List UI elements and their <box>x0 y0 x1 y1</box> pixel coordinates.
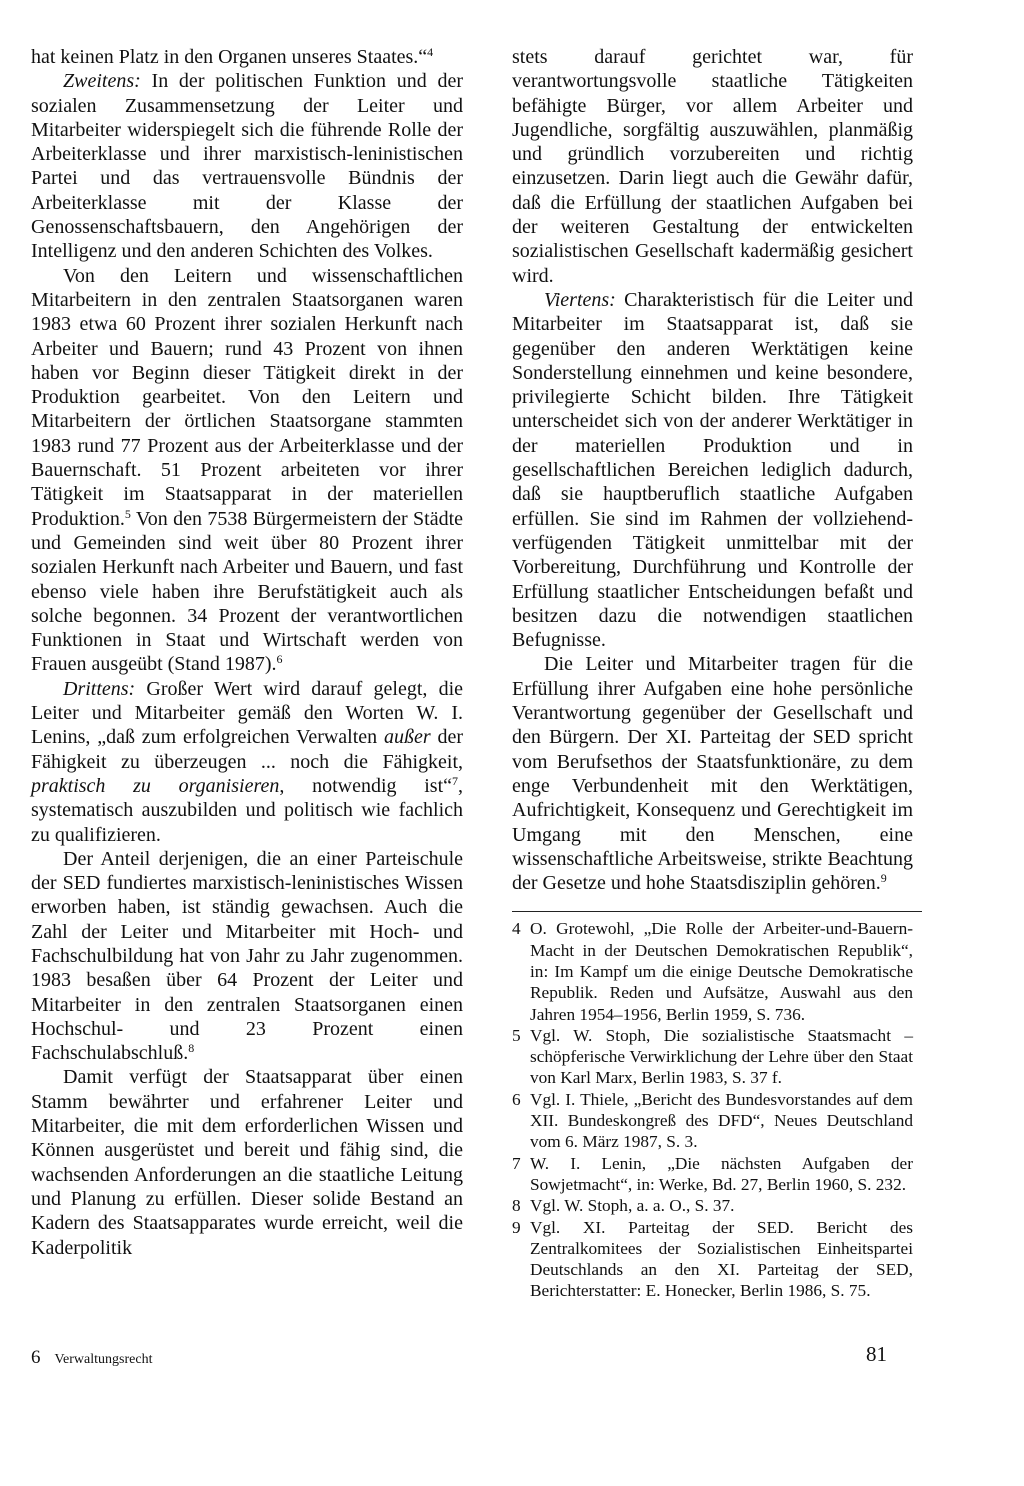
emphasis: außer <box>383 726 431 749</box>
footnote-ref: 9 <box>880 871 887 886</box>
footnote-divider <box>512 911 922 912</box>
footnote-text: Vgl. W. Stoph, a. a. O., S. 37. <box>530 1196 735 1216</box>
paragraph: Der Anteil derjenigen, die an einer Parteischule der SED fundiertes marxistisch-leninistisches Wissen erworben haben, ist ständig gewachsen. Auch die Zahl der Leiter und Mitarbeiter mit Hoch- und Fachschulbildung hat von Jahr zu Jahr zugenommen. 1983 besaßen über 64 Prozent der Leiter und Mitarbeiter in den zentralen Staatsorganen einen Hochschul- und 23 Prozent einen Fachschulabschluß.$^8$ <box>31 847 463 1065</box>
footnote <box>512 918 913 1024</box>
footnote <box>512 1153 913 1196</box>
footnote-ref: 6 <box>276 652 283 667</box>
footnote <box>512 1089 913 1153</box>
footnote-ref: 7 <box>452 773 458 788</box>
footnote-number: 7 <box>512 1153 521 1173</box>
left-column <box>31 45 463 1260</box>
footnote-number: 4 <box>512 919 521 939</box>
paragraph: stets darauf gerichtet war, für verantwortungsvolle staatliche Tätigkeiten befähigte Bürger, vor allem Arbeiter und Jugendliche, sorgfältig auszuwählen, planmäßig und gründlich vorzubereiten und richtig einzusetzen. Darin liegt auch die Gewähr dafür, daß die Erfüllung der staatlichen Aufgaben bei der weiteren Gestaltung der entwickelten sozialistischen Gesellschaft kadermäßig gesichert wird. <box>512 46 913 287</box>
paragraph: Drittens: Großer Wert wird darauf gelegt, die Leiter und Mitarbeiter gemäß den Worten W. I. Lenins, „daß zum erfolgreichen Verwalten außer der Fähigkeit zu überzeugen ... noch die Fähigkeit, praktisch zu organisieren, notwendig ist“$^7$, systematisch auszubilden und politisch wie fachlich zu qualifizieren. <box>31 677 464 846</box>
footnote-number: 5 <box>512 1025 521 1045</box>
signature-mark <box>31 1347 152 1369</box>
footnote-number: 8 <box>512 1196 521 1216</box>
footnote-text: Vgl. W. Stoph, Die sozialistische Staatsmacht – schöpferische Verwirklichung der Lehre über den Staat von Karl Marx, Berlin 1983, S. 37 f. <box>530 1025 913 1088</box>
page-number: 81 <box>866 1342 887 1366</box>
signature-number: 6 <box>31 1347 41 1368</box>
enumeration-label: Drittens: <box>63 677 136 700</box>
footnote-number: 9 <box>512 1217 521 1237</box>
footnote-text: Vgl. I. Thiele, „Bericht des Bundesvorstandes auf dem XII. Bundeskongreß des DFD“, Neues Deutschland vom 6. März 1987, S. 3. <box>530 1089 913 1152</box>
footnote-ref: 5 <box>124 506 131 521</box>
paragraph: Die Leiter und Mitarbeiter tragen für die Erfüllung ihrer Aufgaben eine hohe persönliche Verantwortung gegenüber der Gesellschaft und den Bürgern. Der XI. Parteitag der SED spricht vom Berufsethos der Staatsfunktionäre, zu dem enge Verbundenheit mit den Werktätigen, Aufrichtigkeit, Konsequenz und Gerechtigkeit im Umgang mit den Menschen, eine wissenschaftliche Arbeitsweise, strikte Beachtung der Gesetze und hohe Staatsdisziplin gehören.$^9$ <box>512 653 913 895</box>
enumeration-label: Viertens: <box>544 288 616 311</box>
footnote-number: 6 <box>512 1089 521 1109</box>
paragraph: Von den Leitern und wissenschaftlichen Mitarbeitern in den zentralen Staatsorganen waren 1983 etwa 60 Prozent ihrer sozialen Herkunft nach Arbeiter und Bauern; rund 43 Prozent von ihnen haben vor Beginn dieser Tätigkeit direkt in der Produktion gearbeitet. Von den Leitern und Mitarbeitern der örtlichen Staatsorgane stammten 1983 rund 77 Prozent aus der Arbeiterklasse und der Bauernschaft. 51 Prozent arbeiteten vor ihrer Tätigkeit im Staatsapparat in der materiellen Produktion.$^5$ Von den 7538 Bürgermeistern der Städte und Gemeinden sind weit über 80 Prozent ihrer sozialen Herkunft nach Arbeiter und Bauern, und fast ebenso viele haben ihre Berufstätigkeit auch als solche begonnen. 34 Prozent der verantwortlichen Funktionen in Staat und Wirtschaft werden von Frauen ausgeübt (Stand 1987).$^6$ <box>31 264 463 676</box>
paragraph: hat keinen Platz in den Organen unseres Staates.“$^4$ <box>31 45 434 68</box>
footnote <box>512 1195 913 1216</box>
right-column <box>512 45 913 1302</box>
footnote-text: Vgl. XI. Parteitag der SED. Bericht des Zentralkomitees der Sozialistischen Einheitspartei Deutschlands an den XI. Parteitag der SED, Berichterstatter: E. Honecker, Berlin 1986, S. 75. <box>530 1217 913 1301</box>
footnote-text: W. I. Lenin, „Die nächsten Aufgaben der Sowjetmacht“, in: Werke, Bd. 27, Berlin 1960, S. 232. <box>530 1153 913 1194</box>
footnotes <box>512 918 913 1301</box>
emphasis: praktisch zu organisieren <box>31 774 280 797</box>
footnote <box>512 1217 913 1302</box>
paragraph: Damit verfügt der Staatsapparat über einen Stamm bewährter und erfahrener Leiter und Mitarbeiter, die mit dem erforderlichen Wissen und Können ausgerüstet und bereit und fähig sind, die wachsenden Anforderungen an die staatliche Leitung und Planung zu erfüllen. Dieser solide Bestand an Kadern des Staatsapparates wurde erreicht, weil die Kaderpolitik <box>31 1066 463 1259</box>
footnote-ref: 4 <box>427 45 434 59</box>
footnote-ref: 8 <box>188 1041 195 1056</box>
signature-label: Verwaltungsrecht <box>54 1352 153 1367</box>
footnote-text: O. Grotewohl, „Die Rolle der Arbeiter-und-Bauern-Macht in der Deutschen Demokratischen Republik“, in: Im Kampf um die einige Deutsche Demokratische Republik. Reden und Aufsätze, Auswahl aus den Jahren 1954–1956, Berlin 1959, S. 736. <box>530 919 913 1024</box>
paragraph: Viertens: Charakteristisch für die Leiter und Mitarbeiter im Staatsapparat ist, daß sie gegenüber den anderen Werktätigen keine Sonderstellung einnehmen und keine besondere, privilegierte Schicht bilden. Ihre Tätigkeit unterscheidet sich von der anderer Werktätiger in der materiellen Produktion und in gesellschaftlichen Bereichen lediglich dadurch, daß sie hauptberuflich staatliche Aufgaben erfüllen. Sie sind im Rahmen der vollziehend-verfügenden Tätigkeit unmittelbar mit der Vorbereitung, Durchführung und Kontrolle der Erfüllung staatlicher Entscheidungen befaßt und besitzen dazu die notwendigen staatlichen Befugnisse. <box>512 288 913 652</box>
enumeration-label: Zweitens: <box>63 70 141 93</box>
footnote <box>512 1025 913 1089</box>
paragraph: Zweitens: In der politischen Funktion und der sozialen Zusammensetzung der Leiter und Mitarbeiter widerspiegelt sich die führende Rolle der Arbeiterklasse und ihrer marxistisch-leninistischen Partei und das vertrauensvolle Bündnis der Arbeiterklasse mit der Klasse der Genossenschaftsbauern, den Angehörigen der Intelligenz und den anderen Schichten des Volkes. <box>31 70 463 263</box>
